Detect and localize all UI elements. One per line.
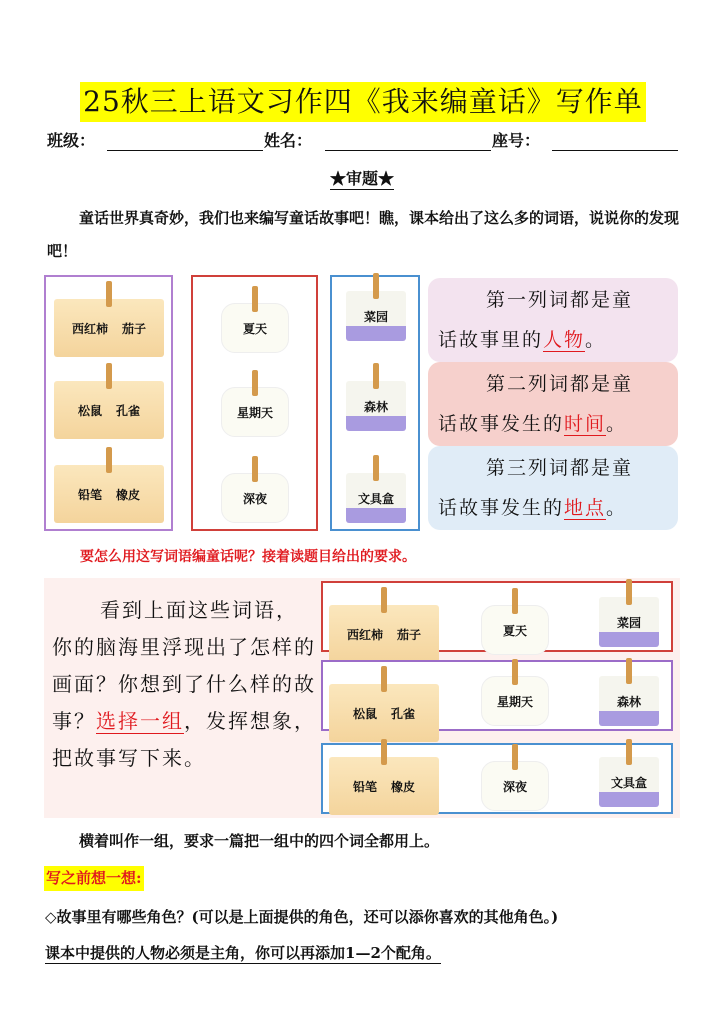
callout-time: 第二列词都是童 话故事发生的时间。 xyxy=(428,362,678,446)
callout-place: 第三列词都是童 话故事发生的地点。 xyxy=(428,446,678,530)
question-roles: ◇故事里有哪些角色？(可以是上面提供的角色，还可以添你喜欢的其他角色。) xyxy=(45,908,559,926)
seat-field[interactable] xyxy=(552,150,678,151)
group-row-2 xyxy=(321,660,673,731)
word-card: 夏天 xyxy=(221,303,289,353)
seat-label: 座号： xyxy=(492,131,541,150)
word-card: 松鼠 孔雀 xyxy=(54,381,164,439)
word-columns-figure xyxy=(44,275,680,534)
column-places xyxy=(330,275,420,531)
class-field[interactable] xyxy=(107,150,263,151)
requirement-note: 课本中提供的人物必须是主角，你可以再添加1—2个配角。 xyxy=(45,944,441,962)
group-row-1 xyxy=(321,581,673,652)
task-text: 看到上面这些词语，你的脑海里浮现出了怎样的画面？你想到了什么样的故事？选择一组，发挥想象，把故事写下来。 xyxy=(52,598,316,770)
name-field[interactable] xyxy=(325,150,491,151)
name-label: 姓名： xyxy=(264,131,313,150)
class-label: 班级： xyxy=(47,131,96,150)
group-note: 横着叫作一组，要求一篇把一组中的四个词全都用上。 xyxy=(79,832,440,850)
word-card: 夏天 xyxy=(481,605,549,655)
word-card: 西红柿 茄子 xyxy=(329,605,439,663)
intro-paragraph: 童话世界真奇妙，我们也来编写童话故事吧！瞧，课本给出了这么多的词语，说说你的发现吧！ xyxy=(47,209,680,260)
column-characters xyxy=(44,275,173,531)
word-card: 菜园 xyxy=(599,597,659,647)
group-row-3 xyxy=(321,743,673,814)
think-heading: 写之前想一想: xyxy=(44,866,144,891)
word-card: 文具盒 xyxy=(346,473,406,523)
prompt-red: 要怎么用这写词语编童话呢？接着读题目给出的要求。 xyxy=(80,549,416,565)
column-times xyxy=(191,275,318,531)
page-title: 25秋三上语文习作四《我来编童话》写作单 xyxy=(80,82,646,122)
word-card: 文具盒 xyxy=(599,757,659,807)
word-card: 西红柿 茄子 xyxy=(54,299,164,357)
word-card: 星期天 xyxy=(481,676,549,726)
section-heading: ★审题★ xyxy=(329,169,394,188)
word-card: 森林 xyxy=(346,381,406,431)
word-card: 铅笔 橡皮 xyxy=(54,465,164,523)
word-card: 森林 xyxy=(599,676,659,726)
word-card: 菜园 xyxy=(346,291,406,341)
word-card: 深夜 xyxy=(481,761,549,811)
word-card: 深夜 xyxy=(221,473,289,523)
word-card: 铅笔 橡皮 xyxy=(329,757,439,815)
word-card: 星期天 xyxy=(221,387,289,437)
task-figure xyxy=(44,578,680,818)
callout-characters: 第一列词都是童 话故事里的人物。 xyxy=(428,278,678,362)
word-card: 松鼠 孔雀 xyxy=(329,684,439,742)
